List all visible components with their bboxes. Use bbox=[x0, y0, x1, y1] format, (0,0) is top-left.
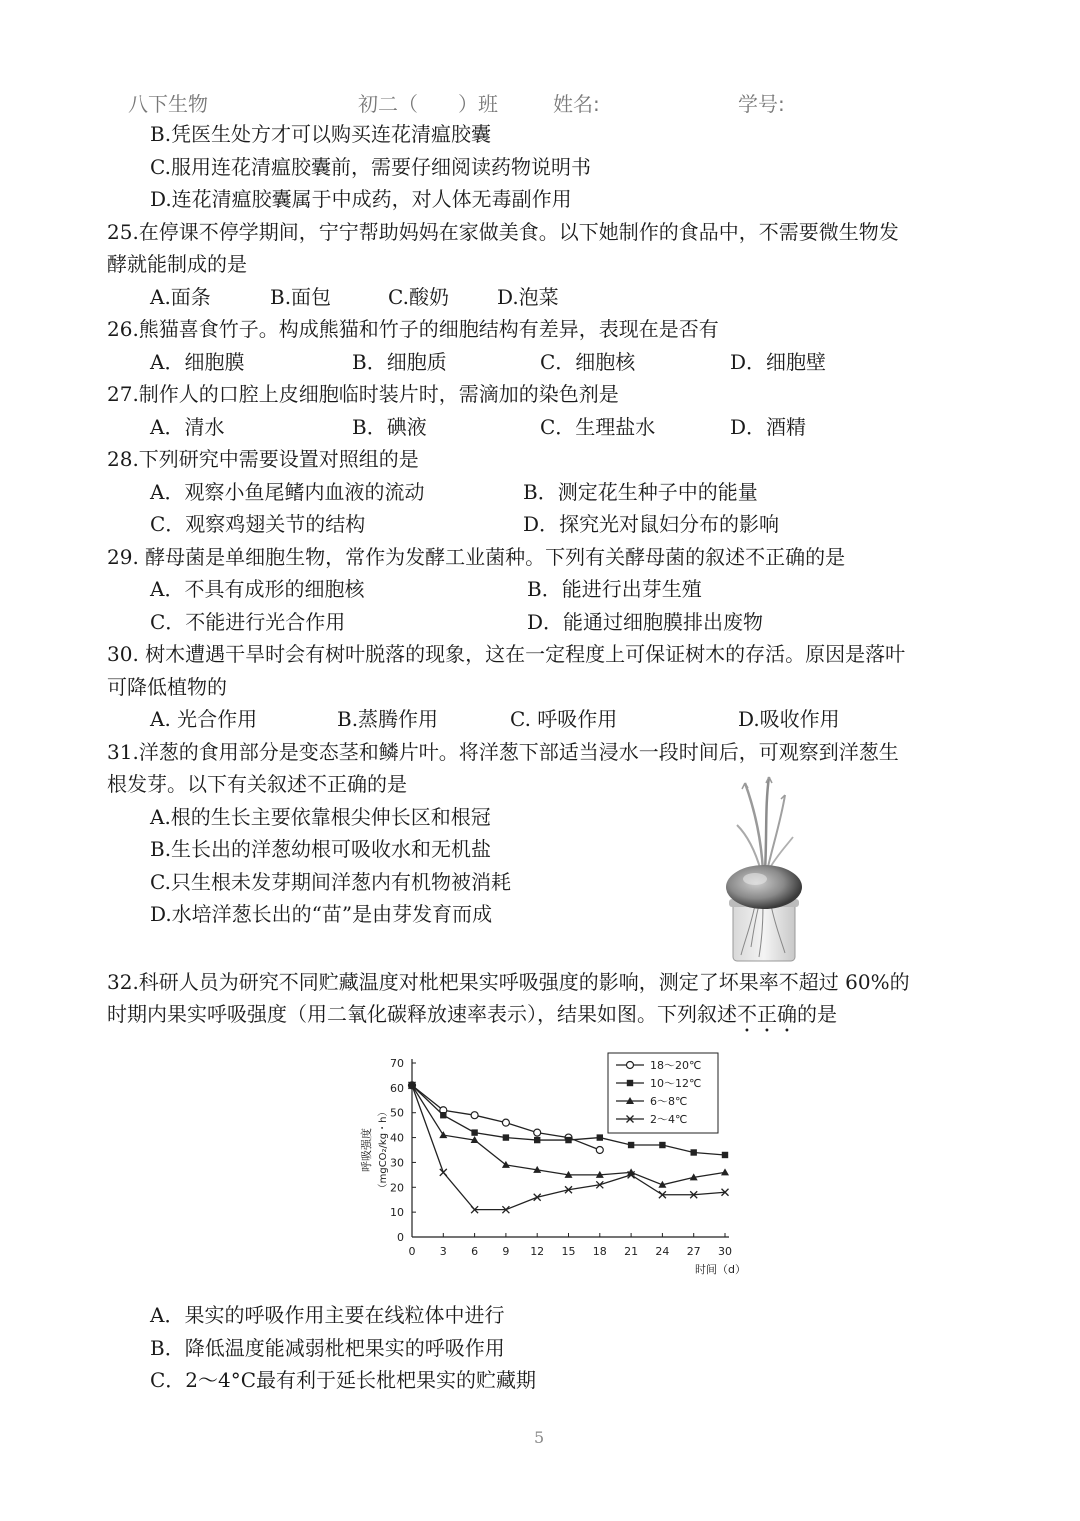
chart-y-tick-label: 20 bbox=[390, 1181, 404, 1195]
q25-stem-line2: 酵就能制成的是 bbox=[107, 252, 247, 276]
chart-x-tick-label: 6 bbox=[471, 1245, 479, 1258]
chart-point-series-1 bbox=[502, 1119, 509, 1126]
q30-option-a: A. 光合作用 bbox=[150, 707, 258, 731]
chart-x-label: 时间（d） bbox=[695, 1263, 746, 1276]
chart-point-series-2 bbox=[659, 1142, 665, 1148]
chart-x-tick-label: 27 bbox=[686, 1245, 701, 1258]
q24-option-c: C.服用连花清瘟胶囊前，需要仔细阅读药物说明书 bbox=[150, 155, 591, 179]
header-student-id-label: 学号: bbox=[738, 92, 785, 116]
onion-image bbox=[715, 775, 815, 965]
respiration-chart bbox=[330, 1045, 760, 1295]
chart-legend-label: 6～8℃ bbox=[650, 1095, 688, 1108]
chart-y-tick-label: 50 bbox=[390, 1106, 404, 1120]
chart-point-series-1 bbox=[534, 1129, 541, 1136]
chart-y-unit: （mgCO₂/kg・h） bbox=[378, 1106, 389, 1194]
q27-stem: 27.制作人的口腔上皮细胞临时装片时，需滴加的染色剂是 bbox=[107, 382, 619, 406]
chart-x-tick-label: 21 bbox=[624, 1245, 639, 1258]
chart-legend-marker bbox=[627, 1062, 634, 1069]
q29-option-a: A．不具有成形的细胞核 bbox=[150, 577, 365, 601]
page-number: 5 bbox=[534, 1428, 545, 1447]
q32-stem-line1: 32.科研人员为研究不同贮藏温度对枇杷果实呼吸强度的影响，测定了坏果率不超过 60%的 bbox=[107, 970, 910, 994]
chart-legend-label: 18～20℃ bbox=[650, 1059, 702, 1072]
chart-point-series-2 bbox=[691, 1149, 697, 1155]
chart-point-series-2 bbox=[440, 1112, 446, 1118]
q28-option-a: A．观察小鱼尾鳍内血液的流动 bbox=[150, 480, 425, 504]
chart-x-tick-label: 18 bbox=[592, 1245, 607, 1258]
chart-x-tick-label: 15 bbox=[561, 1245, 576, 1258]
q29-option-d: D．能通过细胞膜排出废物 bbox=[527, 610, 764, 634]
chart-point-series-1 bbox=[596, 1147, 603, 1154]
q27-option-b: B．碘液 bbox=[352, 415, 427, 439]
q32-stem-line2 bbox=[107, 998, 837, 1037]
chart-y-tick-label: 10 bbox=[390, 1206, 404, 1220]
chart-point-series-2 bbox=[534, 1137, 540, 1143]
q28-option-d: D．探究光对鼠妇分布的影响 bbox=[523, 512, 780, 536]
q28-option-c: C．观察鸡翅关节的结构 bbox=[150, 512, 366, 536]
chart-y-tick-label: 60 bbox=[390, 1081, 404, 1095]
q26-option-c: C．细胞核 bbox=[540, 350, 636, 374]
chart-point-series-2 bbox=[503, 1134, 509, 1140]
chart-point-series-2 bbox=[628, 1142, 634, 1148]
chart-point-series-3 bbox=[721, 1168, 729, 1175]
q32-stem-line2-end: 的是 bbox=[797, 1002, 837, 1026]
q27-option-a: A．清水 bbox=[150, 415, 225, 439]
q27-option-c: C．生理盐水 bbox=[540, 415, 656, 439]
q31-option-a: A.根的生长主要依靠根尖伸长区和根冠 bbox=[150, 805, 491, 829]
q29-stem: 29. 酵母菌是单细胞生物，常作为发酵工业菌种。下列有关酵母菌的叙述不正确的是 bbox=[107, 545, 846, 569]
q32-option-a: A．果实的呼吸作用主要在线粒体中进行 bbox=[150, 1303, 505, 1327]
q25-stem-line1: 25.在停课不停学期间，宁宁帮助妈妈在家做美食。以下她制作的食品中，不需要微生物发 bbox=[107, 220, 899, 244]
q31-stem-line2: 根发芽。以下有关叙述不正确的是 bbox=[107, 772, 407, 796]
q25-option-c: C.酸奶 bbox=[388, 285, 449, 309]
chart-point-series-2 bbox=[565, 1137, 571, 1143]
q25-option-d: D.泡菜 bbox=[497, 285, 559, 309]
q24-option-d: D.连花清瘟胶囊属于中成药，对人体无毒副作用 bbox=[150, 187, 572, 211]
chart-point-series-2 bbox=[471, 1129, 477, 1135]
chart-y-label: 呼吸强度 bbox=[360, 1128, 373, 1172]
q28-option-b: B．测定花生种子中的能量 bbox=[523, 480, 758, 504]
chart-y-tick-label: 70 bbox=[390, 1057, 404, 1070]
q32-emphasis: 不正确 bbox=[737, 1002, 797, 1026]
chart-point-series-2 bbox=[722, 1152, 728, 1158]
q28-stem: 28.下列研究中需要设置对照组的是 bbox=[107, 447, 419, 471]
header-class: 初二（ ）班 bbox=[358, 92, 498, 116]
q29-option-b: B．能进行出芽生殖 bbox=[527, 577, 702, 601]
header-subject: 八下生物 bbox=[128, 92, 208, 116]
q31-option-b: B.生长出的洋葱幼根可吸收水和无机盐 bbox=[150, 837, 492, 861]
q26-option-b: B．细胞质 bbox=[352, 350, 447, 374]
chart-legend-label: 10～12℃ bbox=[650, 1077, 702, 1090]
q31-stem-line1: 31.洋葱的食用部分是变态茎和鳞片叶。将洋葱下部适当浸水一段时间后，可观察到洋葱生 bbox=[107, 740, 899, 764]
chart-point-series-4 bbox=[440, 1169, 447, 1176]
chart-x-tick-label: 30 bbox=[718, 1245, 732, 1258]
chart-x-tick-label: 9 bbox=[502, 1245, 510, 1258]
q25-option-b: B.面包 bbox=[270, 285, 332, 309]
chart-x-tick-label: 0 bbox=[408, 1245, 416, 1258]
chart-x-tick-label: 24 bbox=[655, 1245, 670, 1258]
chart-point-series-3 bbox=[439, 1131, 447, 1138]
chart-y-tick-label: 30 bbox=[390, 1156, 404, 1170]
q32-option-b: B．降低温度能减弱枇杷果实的呼吸作用 bbox=[150, 1336, 505, 1360]
chart-y-tick-label: 0 bbox=[397, 1231, 404, 1244]
chart-legend bbox=[608, 1053, 718, 1133]
chart-x-tick-label: 3 bbox=[439, 1245, 447, 1258]
q30-option-c: C. 呼吸作用 bbox=[510, 707, 618, 731]
q29-option-c: C．不能进行光合作用 bbox=[150, 610, 346, 634]
q26-option-a: A．细胞膜 bbox=[150, 350, 245, 374]
q30-stem-line1: 30. 树木遭遇干旱时会有树叶脱落的现象，这在一定程度上可保证树木的存活。原因是落叶 bbox=[107, 642, 906, 666]
q31-option-d: D.水培洋葱长出的“苗”是由芽发育而成 bbox=[150, 902, 493, 926]
header-name-label: 姓名: bbox=[553, 92, 600, 116]
chart-y-tick-label: 40 bbox=[390, 1131, 404, 1145]
q30-stem-line2: 可降低植物的 bbox=[107, 675, 227, 699]
q30-option-d: D.吸收作用 bbox=[738, 707, 840, 731]
q27-option-d: D．酒精 bbox=[730, 415, 807, 439]
chart-legend-label: 2～4℃ bbox=[650, 1113, 688, 1126]
chart-legend-marker bbox=[627, 1080, 633, 1086]
q26-stem: 26.熊猫喜食竹子。构成熊猫和竹子的细胞结构有差异，表现在是否有 bbox=[107, 317, 719, 341]
q31-option-c: C.只生根未发芽期间洋葱内有机物被消耗 bbox=[150, 870, 511, 894]
q32-option-c: C．2～4°C最有利于延长枇杷果实的贮藏期 bbox=[150, 1368, 537, 1392]
chart-point-series-1 bbox=[471, 1112, 478, 1119]
q26-option-d: D．细胞壁 bbox=[730, 350, 827, 374]
q30-option-b: B.蒸腾作用 bbox=[337, 707, 439, 731]
q24-option-b: B.凭医生处方才可以购买连花清瘟胶囊 bbox=[150, 122, 492, 146]
q32-stem-line2-main: 时期内果实呼吸强度（用二氧化碳释放速率表示），结果如图。下列叙述 bbox=[107, 1002, 737, 1026]
chart-x-tick-label: 12 bbox=[530, 1245, 545, 1258]
q25-option-a: A.面条 bbox=[150, 285, 211, 309]
chart-point-series-2 bbox=[597, 1134, 603, 1140]
